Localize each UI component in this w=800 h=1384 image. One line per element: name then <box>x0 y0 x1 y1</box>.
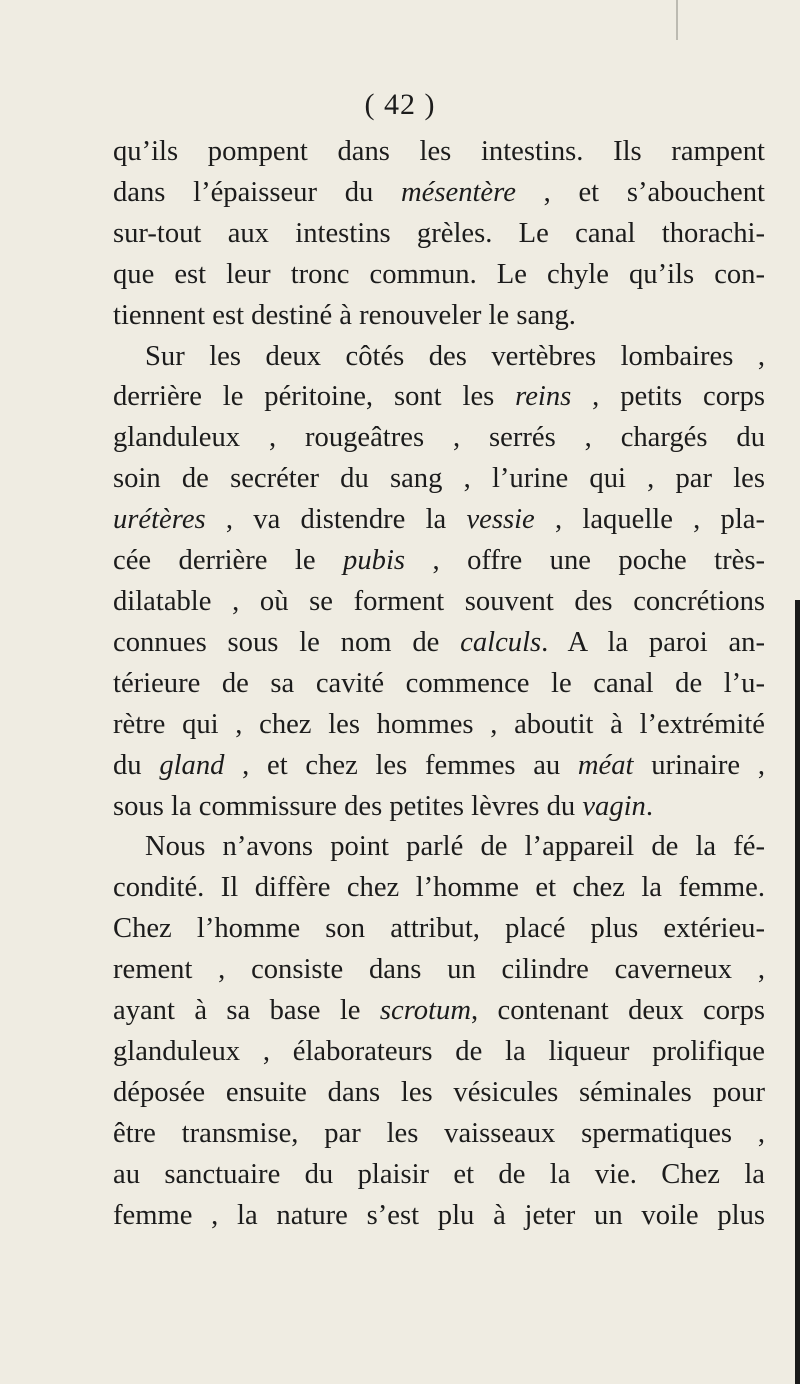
text-line <box>113 582 765 623</box>
text-run: femme , la nature s’est plu à jeter un voile plus <box>113 1199 765 1231</box>
text-run: Sur les deux côtés des vertèbres lombaires , <box>145 340 765 372</box>
italic-term: calculs <box>460 626 542 658</box>
text-run: , et chez les femmes au <box>224 749 578 781</box>
text-run: glanduleux , rougeâtres , serrés , chargés du <box>113 422 765 454</box>
text-line <box>113 909 765 950</box>
text-line <box>113 746 765 787</box>
text-run: urinaire , <box>633 749 765 781</box>
text-run: ayant à sa base le <box>113 995 380 1027</box>
text-run: cée derrière le <box>113 545 344 577</box>
text-line <box>113 214 765 255</box>
text-run: térieure de sa cavité commence le canal de l’u- <box>113 667 765 699</box>
text-run: . <box>645 790 654 822</box>
text-run: , contenant deux corps <box>470 995 765 1027</box>
text-line <box>113 337 765 378</box>
text-line <box>113 173 765 214</box>
text-run: , petits corps <box>571 381 765 413</box>
italic-term: gland <box>159 749 225 781</box>
text-line <box>113 296 765 337</box>
text-line <box>113 541 765 582</box>
text-line <box>113 500 765 541</box>
text-line <box>113 255 765 296</box>
text-line <box>113 1155 765 1196</box>
text-run: rètre qui , chez les hommes , aboutit à l’extrémité <box>113 708 765 740</box>
text-run: , laquelle , pla- <box>534 504 765 536</box>
text-run: sur-tout aux intestins grèles. Le canal thorachi- <box>113 217 765 249</box>
text-line <box>113 991 765 1032</box>
text-run: Nous n’avons point parlé de l’appareil de la fé- <box>145 831 765 863</box>
text-run: du <box>113 749 160 781</box>
binding-shadow <box>795 600 800 1384</box>
page-edge-mark <box>676 0 678 40</box>
text-run: glanduleux , élaborateurs de la liqueur prolifique <box>113 1035 765 1067</box>
text-run: . A la paroi an- <box>541 626 765 658</box>
italic-term: pubis <box>343 545 406 577</box>
text-line <box>113 1073 765 1114</box>
text-line <box>113 459 765 500</box>
italic-term: méat <box>577 749 634 781</box>
text-run: , et s’abouchent <box>515 176 765 208</box>
text-run: déposée ensuite dans les vésicules séminales pour <box>113 1076 765 1108</box>
text-run: que est leur tronc commun. Le chyle qu’ils con- <box>113 258 765 290</box>
italic-term: scrotum <box>379 995 471 1027</box>
text-run: soin de secréter du sang , l’urine qui , par les <box>113 463 765 495</box>
text-run: au sanctuaire du plaisir et de la vie. Chez la <box>113 1158 765 1190</box>
text-run: condité. Il diffère chez l’homme et chez la femme. <box>113 872 765 904</box>
text-run: rement , consiste dans un cilindre caverneux , <box>113 954 765 986</box>
text-line <box>113 1032 765 1073</box>
italic-term: reins <box>515 381 572 413</box>
text-line <box>113 623 765 664</box>
text-run: , offre une poche très- <box>405 545 765 577</box>
text-run: connues sous le nom de <box>113 626 461 658</box>
text-run: , va distendre la <box>205 504 467 536</box>
text-line <box>113 827 765 868</box>
text-run: être transmise, par les vaisseaux spermatiques , <box>113 1117 765 1149</box>
italic-term: vessie <box>466 504 535 536</box>
body-text <box>113 132 765 1236</box>
text-run: sous la commissure des petites lèvres du <box>113 790 583 822</box>
page-number: ( 42 ) <box>364 88 436 121</box>
text-line <box>113 1196 765 1237</box>
italic-term: urétères <box>113 504 206 536</box>
text-run: derrière le péritoine, sont les <box>113 381 516 413</box>
text-run: dilatable , où se forment souvent des concrétions <box>113 585 765 617</box>
text-line <box>113 705 765 746</box>
text-line <box>113 868 765 909</box>
text-line <box>113 950 765 991</box>
text-line <box>113 787 765 828</box>
text-line <box>113 418 765 459</box>
italic-term: vagin <box>582 790 646 822</box>
text-run: Chez l’homme son attribut, placé plus extérieu- <box>113 913 765 945</box>
text-line <box>113 664 765 705</box>
text-run: qu’ils pompent dans les intestins. Ils rampent <box>113 136 765 167</box>
text-line <box>113 132 765 173</box>
text-line <box>113 377 765 418</box>
text-run: tiennent est destiné à renouveler le sang. <box>113 299 576 331</box>
text-run: dans l’épaisseur du <box>113 176 402 208</box>
italic-term: mésentère <box>401 176 516 208</box>
text-line <box>113 1114 765 1155</box>
